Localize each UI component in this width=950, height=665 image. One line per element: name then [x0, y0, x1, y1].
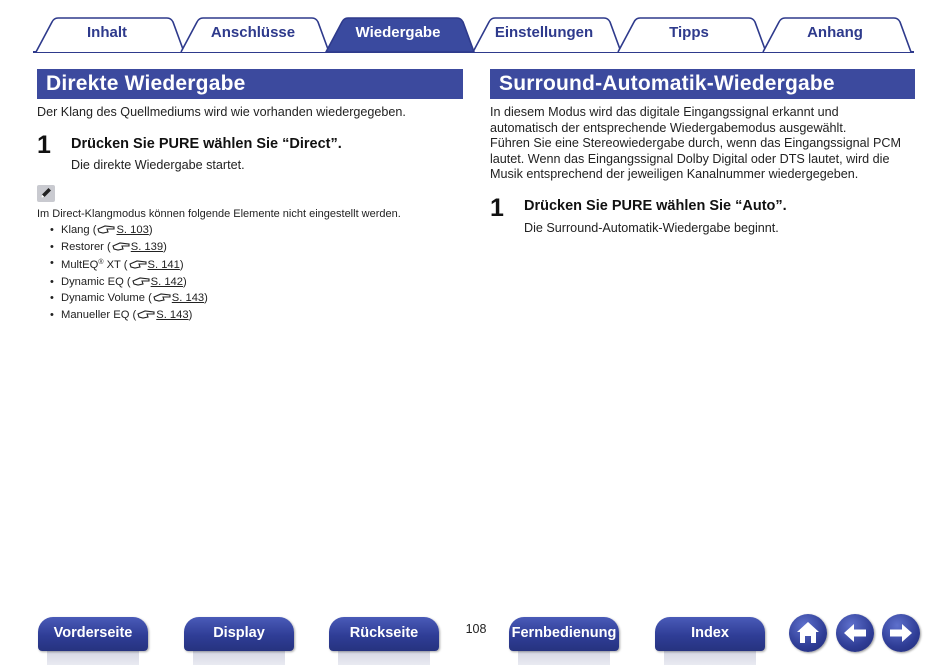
index-button[interactable]: Index: [655, 617, 765, 651]
page-ref-link[interactable]: S. 143: [156, 308, 189, 321]
page-number: 108: [465, 622, 487, 636]
page-ref-link[interactable]: S. 103: [116, 224, 149, 236]
list-item-klang: • Klang ( S. 103): [50, 222, 208, 239]
tab-anhang[interactable]: Anhang: [807, 24, 863, 41]
display-button[interactable]: Display: [184, 617, 294, 651]
intro-line: lautet. Wenn das Eingangssignal Dolby Digital oder DTS lautet, wird die: [490, 151, 890, 166]
tab-inhalt[interactable]: Inhalt: [87, 24, 127, 41]
left-intro-text: Der Klang des Quellmediums wird wie vorhanden wiedergegeben.: [37, 105, 406, 119]
arrow-left-icon: [836, 614, 874, 652]
page-ref-link[interactable]: S. 141: [147, 259, 180, 272]
button-shadow: [518, 651, 610, 665]
back-button[interactable]: [836, 614, 874, 652]
pointing-hand-icon: [97, 224, 115, 234]
home-icon: [789, 614, 827, 652]
right-step-description: Die Surround-Automatik-Wiedergabe beginnt.: [524, 221, 779, 235]
right-step-number: 1: [490, 194, 504, 222]
fernbedienung-button[interactable]: Fernbedienung: [509, 617, 619, 651]
button-shadow: [664, 651, 756, 665]
section-title-direkte-wiedergabe: Direkte Wiedergabe: [37, 69, 463, 99]
top-tab-bar: [0, 0, 950, 56]
arrow-right-icon: [882, 614, 920, 652]
button-shadow: [338, 651, 430, 665]
rueckseite-button[interactable]: Rückseite: [329, 617, 439, 651]
list-item-manueller-eq: • Manueller EQ ( S. 143): [50, 307, 208, 324]
note-item-list: [50, 222, 208, 324]
intro-line: automatisch der entsprechende Wiedergabemodus ausgewählt.: [490, 120, 847, 135]
tab-einstellungen[interactable]: Einstellungen: [494, 24, 594, 41]
list-item-multeq-xt: • MultEQ® XT ( S. 141): [50, 255, 208, 274]
tab-anschluesse[interactable]: Anschlüsse: [210, 24, 296, 41]
pointing-hand-icon: [137, 309, 155, 319]
intro-line: In diesem Modus wird das digitale Eingangssignal erkannt und: [490, 105, 839, 119]
vorderseite-button[interactable]: Vorderseite: [38, 617, 148, 651]
list-item-restorer: • Restorer ( S. 139): [50, 239, 208, 256]
pointing-hand-icon: [129, 259, 147, 269]
left-step-number: 1: [37, 131, 51, 159]
pointing-hand-icon: [112, 241, 130, 251]
page-ref-link[interactable]: S. 143: [171, 292, 205, 305]
home-button[interactable]: [789, 614, 827, 652]
pointing-hand-icon: [132, 276, 150, 286]
list-item-dynamic-eq: • Dynamic EQ ( S. 142): [50, 274, 208, 291]
page-ref-link[interactable]: S. 139: [130, 240, 164, 253]
right-step-title: Drücken Sie PURE wählen Sie “Auto”.: [524, 198, 787, 214]
tab-wiedergabe[interactable]: Wiedergabe: [355, 24, 441, 41]
button-shadow: [47, 651, 139, 665]
forward-button[interactable]: [882, 614, 920, 652]
pencil-icon: [37, 185, 55, 202]
note-text: Im Direct-Klangmodus können folgende Elemente nicht eingestellt werden.: [37, 208, 401, 220]
right-intro-text: [490, 105, 901, 183]
button-shadow: [193, 651, 285, 665]
list-item-dynamic-volume: • Dynamic Volume ( S. 143): [50, 290, 208, 307]
left-step-title: Drücken Sie PURE wählen Sie “Direct”.: [71, 136, 342, 152]
left-step-description: Die direkte Wiedergabe startet.: [71, 158, 245, 172]
section-title-surround-automatik: Surround-Automatik-Wiedergabe: [490, 69, 915, 99]
page-ref-link[interactable]: S. 142: [150, 275, 183, 288]
intro-line: Musik entsprechend der jeweiligen Kanalnummer wiedergegeben.: [490, 167, 859, 182]
intro-line: Führen Sie eine Stereowiedergabe durch, wenn das Eingangssignal PCM: [490, 136, 901, 151]
tab-tipps[interactable]: Tipps: [669, 24, 709, 41]
pointing-hand-icon: [153, 292, 171, 302]
